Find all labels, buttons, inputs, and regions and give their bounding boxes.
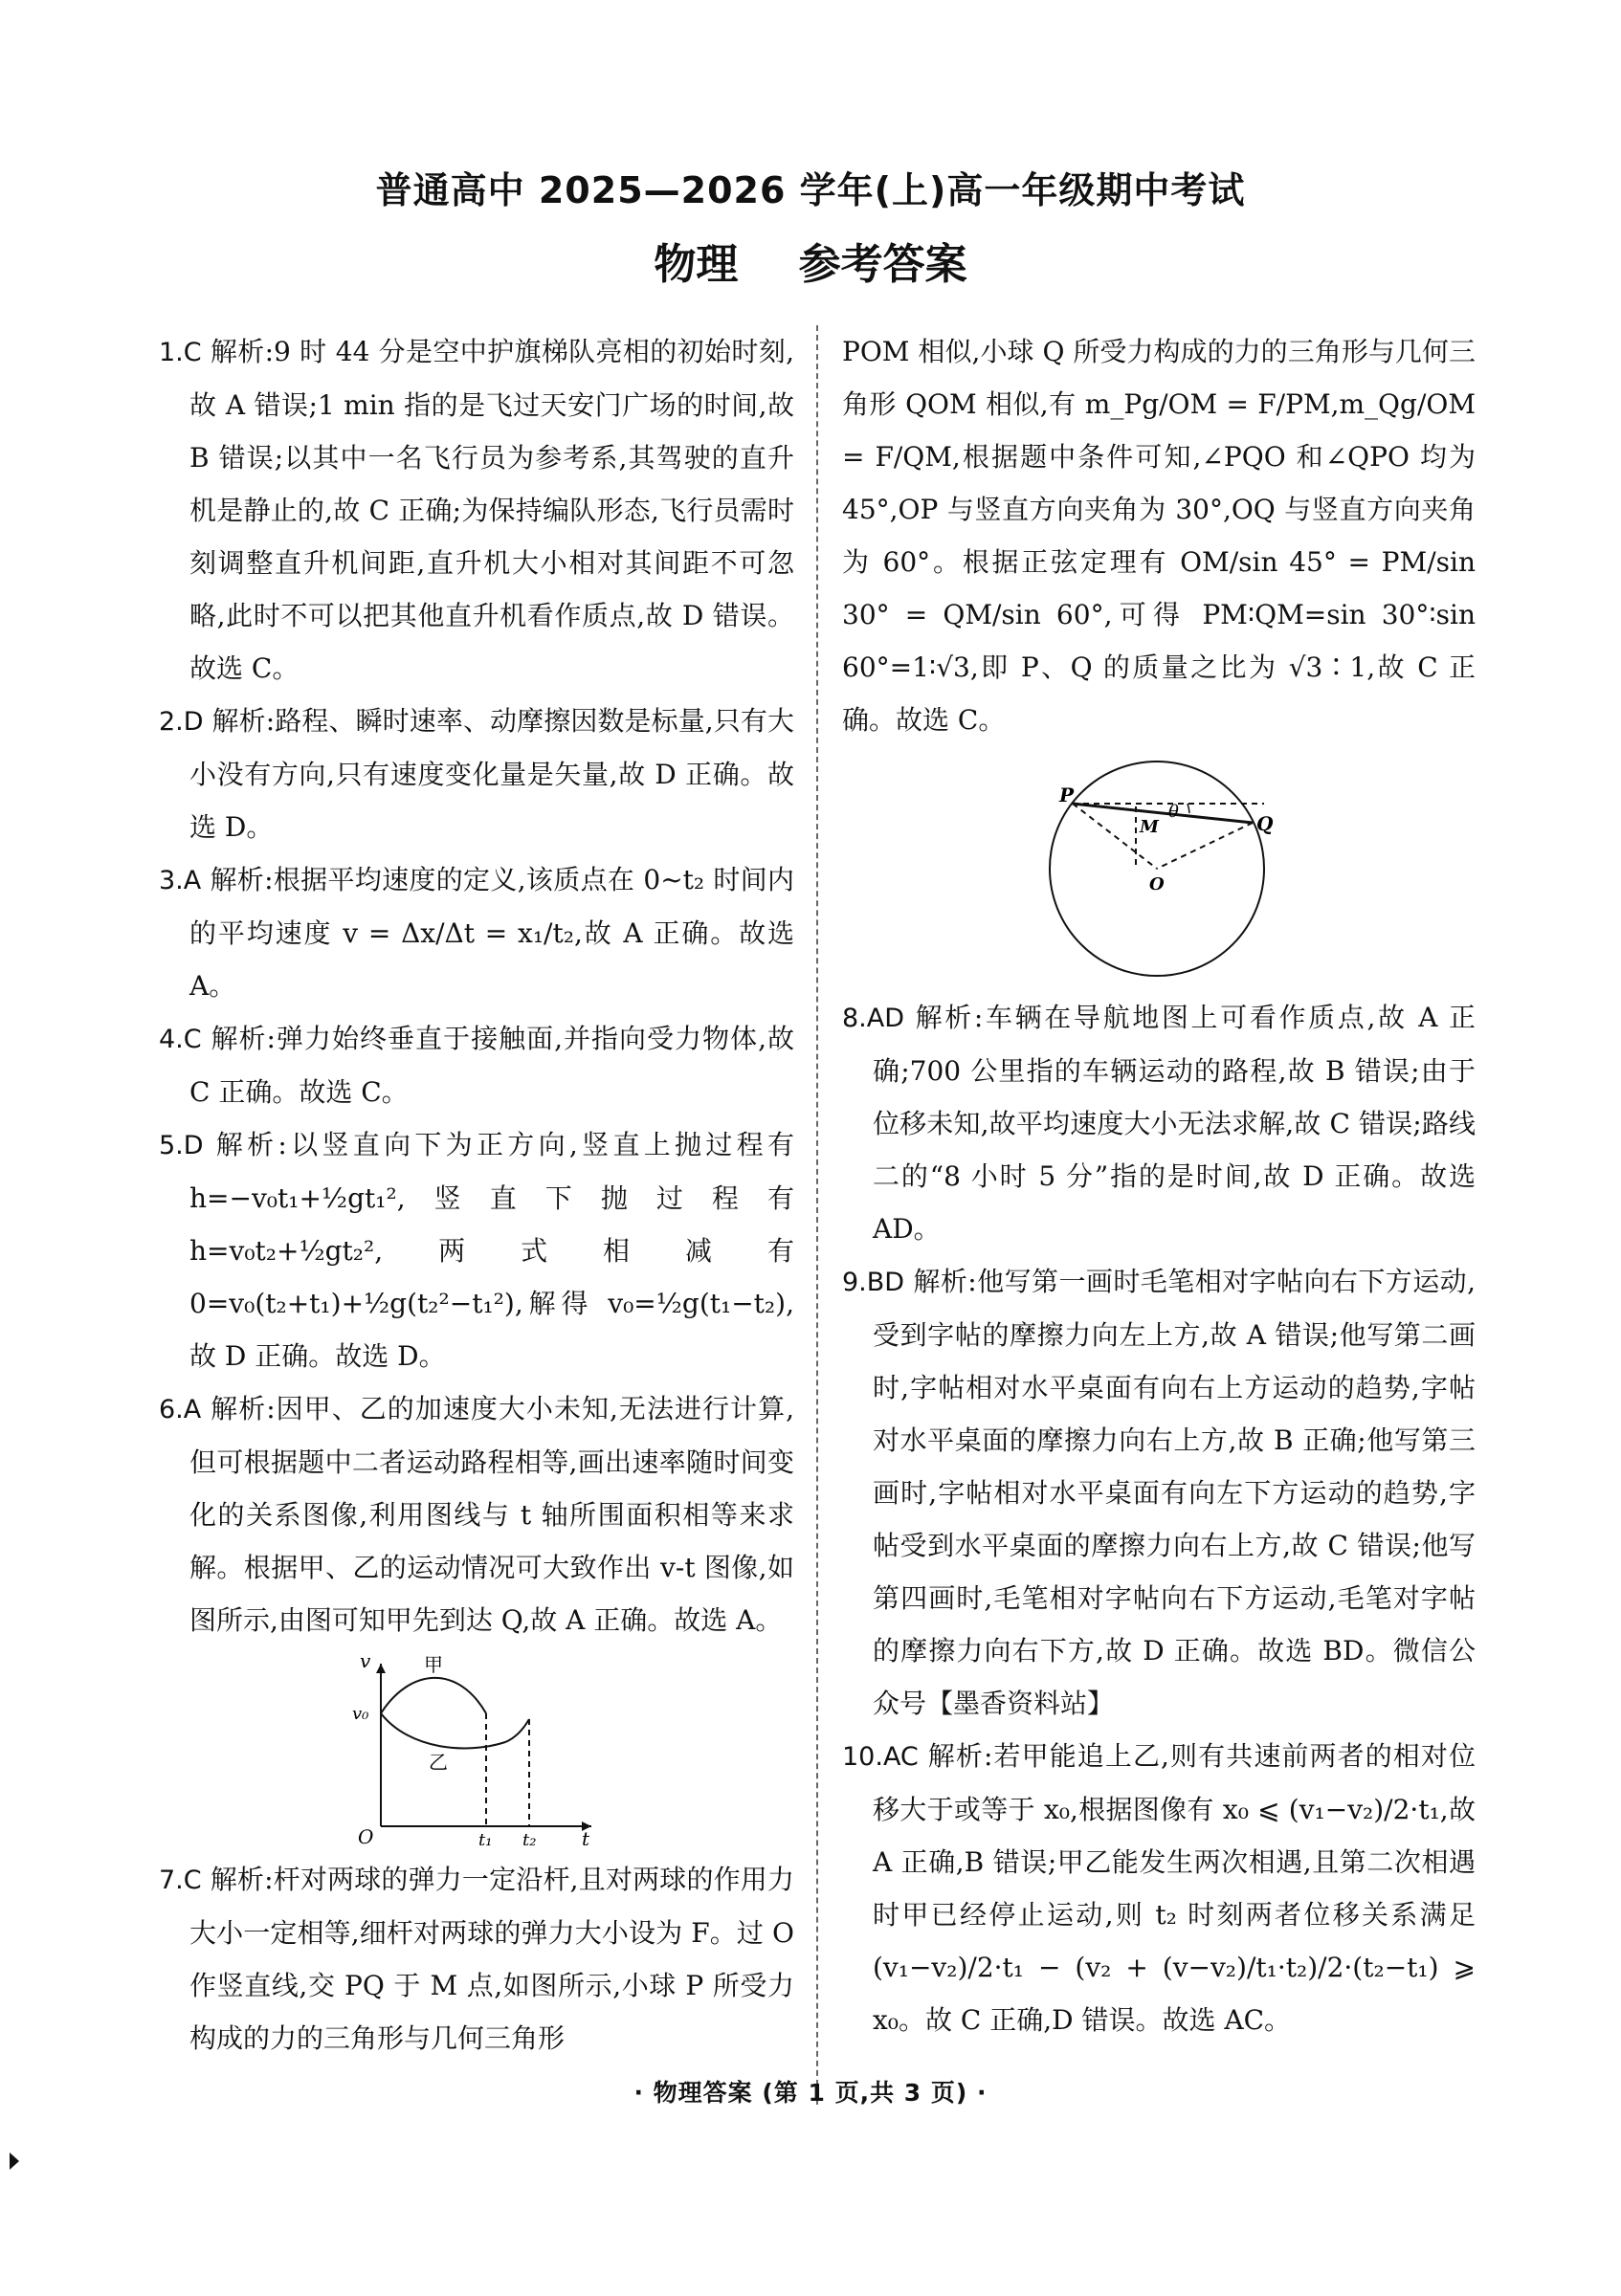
subject-label: 物理 bbox=[654, 240, 739, 289]
answer-item-2 bbox=[159, 695, 794, 853]
theta-label: θ bbox=[1168, 802, 1179, 822]
answer-text: 解析:若甲能追上乙,则有共速前两者的相对位移大于或等于 x₀,根据图像有 x₀ ⩽ (v₁−v₂)/2·t₁,故 A 正确,B 错误;甲乙能发生两次相遇,且第二次相遇时甲已经停止运动,则 t₂ 时刻两者位移关系满足 (v₁−v₂)/2·t₁ − (v₂ + (v−v₂)/t₁·t₂)/2·(t₂−t₁) ⩾ x₀。故 C 正确,D 错误。故选 AC。 bbox=[873, 1740, 1476, 2036]
answer-item-10 bbox=[842, 1730, 1476, 2046]
point-p-label: P bbox=[1059, 784, 1075, 806]
answer-number: 1.C bbox=[159, 338, 202, 367]
rod-pq bbox=[1073, 804, 1253, 823]
t1-label: t₁ bbox=[478, 1830, 493, 1845]
circle-rod-figure bbox=[1044, 754, 1274, 983]
answer-number: 7.C bbox=[159, 1866, 202, 1895]
origin-label: O bbox=[358, 1825, 374, 1845]
v0-label: v₀ bbox=[352, 1704, 369, 1724]
answer-item-5 bbox=[159, 1118, 794, 1382]
answer-text: 解析:根据平均速度的定义,该质点在 0~t₂ 时间内的平均速度 v = Δx/Δt = x₁/t₂,故 A 正确。故选 A。 bbox=[189, 864, 794, 1002]
point-m-label: M bbox=[1140, 817, 1159, 837]
answer-item-9 bbox=[842, 1255, 1476, 1730]
answer-text: POM 相似,小球 Q 所受力构成的力的三角形与几何三角形 QOM 相似,有 m_Pg/OM = F/PM,m_Qg/OM = F/QM,根据题中条件可知,∠PQO 和∠QPO 均为 45°,OP 与竖直方向夹角为 30°,OQ 与竖直方向夹角为 60°。根据正弦定理有 OM/sin 45° = PM/sin 30° = QM/sin 60°,可得 PM∶QM=sin 30°∶sin 60°=1∶√3,即 P、Q 的质量之比为 √3∶1,故 C 正确。故选 C。 bbox=[842, 336, 1476, 736]
answer-number: 4.C bbox=[159, 1025, 202, 1054]
answer-text: 解析:他写第一画时毛笔相对字帖向右下方运动,受到字帖的摩擦力向左上方,故 A 错误;他写第二画时,字帖相对水平桌面有向右上方运动的趋势,字帖对水平桌面的摩擦力向右上方,故 B 正确;他写第三画时,字帖相对水平桌面有向左下方运动的趋势,字帖受到水平桌面的摩擦力向右上方,故 C 错误;他写第四画时,毛笔相对字帖向右下方运动,毛笔对字帖的摩擦力向右下方,故 D 正确。故选 BD。微信公众号【墨香资料站】 bbox=[873, 1266, 1476, 1719]
answer-text: 解析:因甲、乙的加速度大小未知,无法进行计算,但可根据题中二者运动路程相等,画出速率随时间变化的关系图像,利用图线与 t 轴所围面积相等来求解。根据甲、乙的运动情况可大致作出 v-t 图像,如图所示,由图可知甲先到达 Q,故 A 正确。故选 A。 bbox=[189, 1393, 794, 1636]
page-title: 普通高中 2025—2026 学年(上)高一年级期中考试 bbox=[375, 169, 1246, 211]
answer-number: 3.A bbox=[159, 866, 202, 895]
answer-number: 5.D bbox=[159, 1131, 204, 1160]
corner-marker-icon bbox=[10, 2152, 19, 2170]
answer-item-4 bbox=[159, 1012, 794, 1118]
right-column bbox=[842, 325, 1476, 2046]
answer-text: 解析:杆对两球的弹力一定沿杆,且对两球的作用力大小一定相等,细杆对两球的弹力大小设为 F。过 O 作竖直线,交 PQ 于 M 点,如图所示,小球 P 所受力构成的力的三角形与几何三角形 bbox=[189, 1864, 794, 2054]
answer-text: 解析:车辆在导航地图上可看作质点,故 A 正确;700 公里指的车辆运动的路程,故 B 错误;由于位移未知,故平均速度大小无法求解,故 C 错误;路线二的“8 小时 5 分”指的是时间,故 D 正确。故选 AD。 bbox=[873, 1002, 1476, 1245]
answer-text: 解析:路程、瞬时速率、动摩擦因数是标量,只有大小没有方向,只有速度变化量是矢量,故 D 正确。故选 D。 bbox=[189, 705, 794, 843]
answer-item-8 bbox=[842, 991, 1476, 1255]
point-o-label: O bbox=[1149, 874, 1165, 894]
answer-text: 解析:以竖直向下为正方向,竖直上抛过程有 h=−v₀t₁+½gt₁²,竖直下抛过程有 h=v₀t₂+½gt₂²,两式相减有 0=v₀(t₂+t₁)+½g(t₂²−t₁²),解得 v₀=½g(t₁−t₂),故 D 正确。故选 D。 bbox=[189, 1129, 794, 1372]
page-footer: · 物理答案 (第 1 页,共 3 页) · bbox=[633, 2079, 988, 2107]
jia-label: 甲 bbox=[424, 1654, 443, 1676]
answer-item-3 bbox=[159, 853, 794, 1012]
answer-item-1 bbox=[159, 325, 794, 695]
point-q-label: Q bbox=[1256, 812, 1274, 835]
yi-label: 乙 bbox=[429, 1751, 448, 1774]
answer-text: 解析:弹力始终垂直于接触面,并指向受力物体,故 C 正确。故选 C。 bbox=[189, 1023, 794, 1108]
answer-number: 8.AD bbox=[842, 1004, 905, 1033]
vt-graph-figure bbox=[352, 1654, 601, 1845]
answer-number: 9.BD bbox=[842, 1268, 905, 1297]
theta-arc bbox=[1188, 804, 1189, 813]
answer-item-7 bbox=[159, 1853, 794, 2064]
v-axis-arrow-icon bbox=[376, 1664, 386, 1673]
column-divider bbox=[816, 325, 818, 2105]
curve-jia bbox=[381, 1678, 486, 1713]
answer-number: 10.AC bbox=[842, 1742, 919, 1772]
t-axis-label: t bbox=[582, 1827, 590, 1845]
answer-number: 2.D bbox=[159, 707, 204, 737]
answer-kind-label: 参考答案 bbox=[798, 240, 967, 289]
answer-text: 解析:9 时 44 分是空中护旗梯队亮相的初始时刻,故 A 错误;1 min 指的是飞过天安门广场的时间,故 B 错误;以其中一名飞行员为参考系,其驾驶的直升机是静止的,故 C 正确;为保持编队形态,飞行员需时刻调整直升机间距,直升机大小相对其间距不可忽略,此时不可以把其他直升机看作质点,故 D 错误。故选 C。 bbox=[189, 336, 794, 684]
left-column bbox=[159, 325, 794, 2064]
line-oq bbox=[1157, 823, 1253, 869]
v-axis-label: v bbox=[360, 1654, 371, 1672]
t2-label: t₂ bbox=[522, 1830, 537, 1845]
curve-yi bbox=[381, 1713, 529, 1748]
answer-item-7-continued bbox=[842, 325, 1476, 746]
answer-item-6 bbox=[159, 1382, 794, 1646]
answer-number: 6.A bbox=[159, 1395, 202, 1424]
page-subtitle bbox=[0, 230, 1621, 291]
